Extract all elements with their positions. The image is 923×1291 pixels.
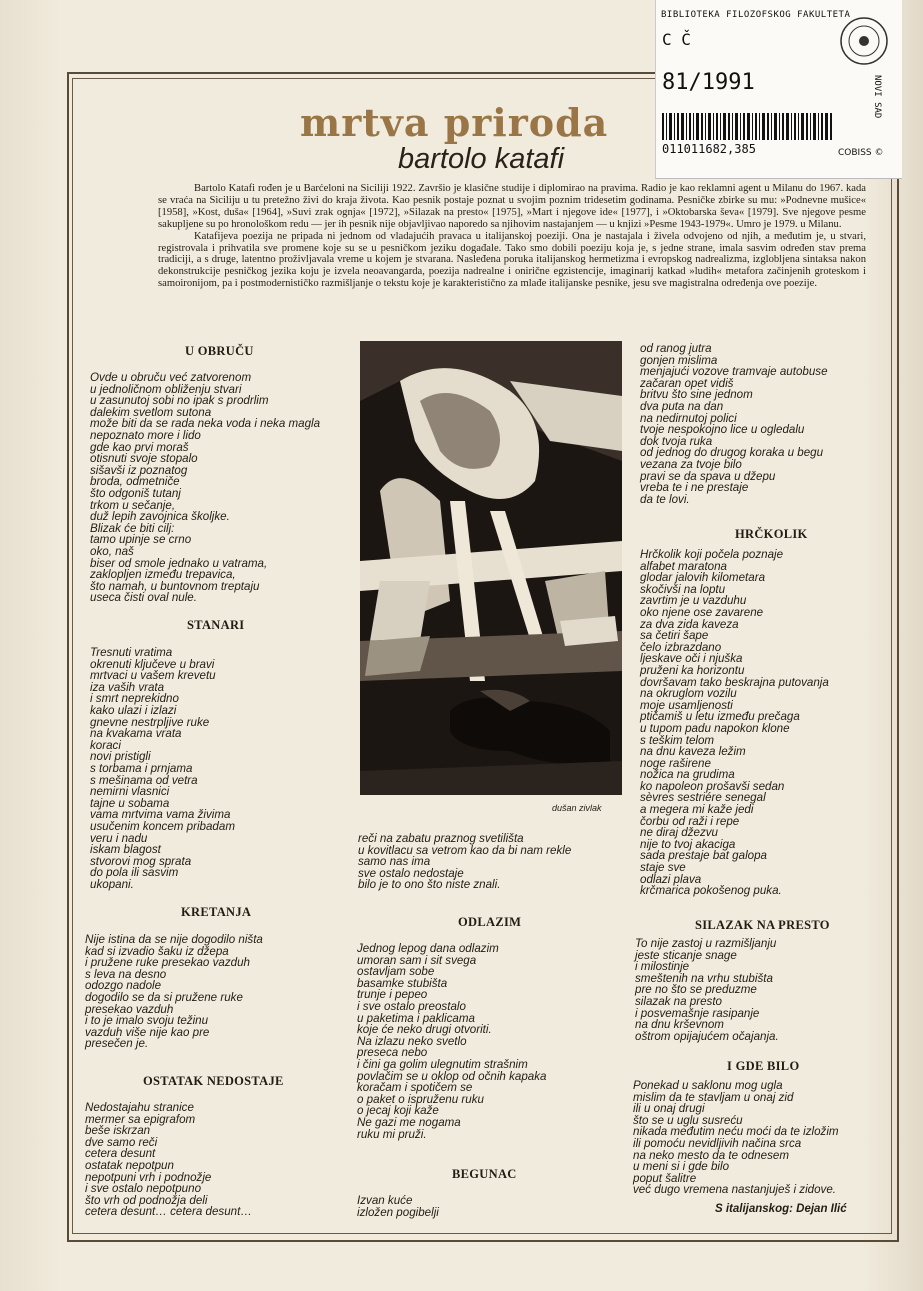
poem-line: koraci bbox=[90, 738, 121, 752]
label-letters: C Č bbox=[662, 30, 691, 49]
poem-line: što vrh od podnožja deli bbox=[85, 1193, 208, 1207]
poem-title-u-obrucu: U OBRUČU bbox=[185, 344, 254, 358]
poem-line: ptičamiš u letu između prečaga bbox=[640, 710, 800, 724]
poem-line: nožica na grudima bbox=[640, 768, 735, 782]
poem-line: i pružene ruke presekao vazduh bbox=[85, 956, 250, 970]
cobiss-mark: COBISS © bbox=[838, 148, 884, 158]
poem-stanari bbox=[90, 647, 235, 890]
translator-credit: S italijanskog: Dejan Ilić bbox=[715, 1203, 847, 1215]
poem-title-kretanja: KRETANJA bbox=[181, 905, 252, 919]
poem-line: nemirni vlasnici bbox=[90, 785, 170, 799]
poem-line: vreba te i ne prestaje bbox=[640, 481, 749, 495]
poem-title-odlazim: ODLAZIM bbox=[458, 915, 522, 929]
poem-line: ne diraj džezvu bbox=[640, 826, 718, 840]
poem-line: da te lovi. bbox=[640, 492, 690, 506]
poem-line: vama mrtvima vama živima bbox=[90, 808, 231, 822]
poem-line: već dugo vremena nastanjuješ i zidove. bbox=[633, 1183, 837, 1197]
poem-line: i čini ga golim ulegnutim strašnim bbox=[357, 1057, 528, 1071]
poem-line: zavrtim je u vazduhu bbox=[640, 594, 747, 608]
poem-line: poput šalitre bbox=[633, 1171, 697, 1185]
intro-paragraph: Katafijeva poezija ne pripada ni jednom od vladajućih pravaca u italijanskoj poeziji. Ona je nastajala i živela odvojeno od njih, a međutim je, u stvari, registrovala i prihvatila sve promene koje su se u pesničkom jeziku događale. Tako smo dobili poeziju koja je, s jedne strane, imala sasvim određen stav prema tradiciji, a s druge, latentno proživljavala vreme u kojem je stvarana. Nasleđena poruka italijanskog hermetizma i evropskog nadrealizma, izglobljena sintaksa nakon dekonstrukcije pesničkog jezika koju je izvela neoavangarda, poezija nadrealne i onirične egzistencije, imaginarij katkad »ludih« metafora začinjenih groteskom i samoironijom, pa i postmodernističko razmišljanje o tekstu koje je karakteristično za mlađe italijanske pesnike, jesu sve magistralna određenja ove poezije. bbox=[158, 230, 866, 290]
poem-line: stvorovi mog sprata bbox=[90, 854, 192, 868]
poem-line: Jednog lepog dana odlazim bbox=[357, 942, 499, 955]
poem-line: i to je imalo svoju težinu bbox=[85, 1014, 209, 1028]
poem-line: oko, naš bbox=[90, 544, 134, 558]
poem-line: kad si izvadio šaku iz džepa bbox=[85, 944, 229, 958]
poem-line: gde kao prvi moraš bbox=[90, 440, 189, 454]
poem-line: dovršavam tako beskrajna putovanja bbox=[640, 675, 829, 689]
poem-line: staje sve bbox=[640, 861, 686, 875]
poem-line: okrenuti ključeve u bravi bbox=[90, 657, 215, 671]
poem-title-ostatak-nedostaje: OSTATAK NEDOSTAJE bbox=[143, 1074, 284, 1088]
poem-line: nije to tvoj akaciga bbox=[640, 837, 736, 851]
poem-title-silazak-na-presto: SILAZAK NA PRESTO bbox=[695, 918, 830, 932]
poem-line: zaklopljen između trepavica, bbox=[90, 568, 236, 582]
poem-line: u meni si i gde bilo bbox=[633, 1160, 730, 1174]
poem-line: o jecaj koji kaže bbox=[357, 1104, 439, 1118]
poem-line: samo nas ima bbox=[358, 855, 431, 869]
poem-line: i milostinje bbox=[635, 960, 690, 974]
poem-line: sve ostalo nedostaje bbox=[358, 866, 464, 880]
poem-line: dogodilo se da si pružene ruke bbox=[85, 990, 243, 1004]
poem-line: useca čisti oval nule. bbox=[90, 591, 197, 605]
poem-begunac bbox=[357, 1195, 439, 1218]
poem-line: o paket o ispruženu ruku bbox=[357, 1092, 484, 1106]
poem-line: za dva zida kaveza bbox=[640, 617, 739, 631]
poem-line: presečen je. bbox=[85, 1037, 149, 1051]
poem-line: duž lepih zavojnica školjke. bbox=[90, 510, 230, 524]
poem-line: s mešinama od vetra bbox=[90, 773, 198, 787]
poem-line: Tresnuti vratima bbox=[90, 646, 173, 659]
poem-line: ili u onaj drugi bbox=[633, 1102, 705, 1116]
poem-line: čelo izbrazdano bbox=[640, 640, 722, 654]
poem-line: oštrom opijajućem očajanja. bbox=[635, 1029, 779, 1043]
poem-ostatak-nedostaje bbox=[85, 1102, 252, 1218]
poem-line: sišavši iz poznatog bbox=[90, 463, 188, 477]
barcode-number: 011011682,385 bbox=[662, 142, 756, 156]
poem-line: biser od smole jednako u vatrama, bbox=[90, 556, 268, 570]
poem-line: gonjen mislima bbox=[640, 353, 718, 367]
poem-line: Ne gazi me nogama bbox=[357, 1115, 461, 1129]
poem-line: ukopani. bbox=[90, 877, 134, 891]
poem-line: a megera mi kaže jedi bbox=[640, 803, 754, 817]
poem-line: novi pristigli bbox=[90, 750, 151, 764]
intro-paragraph: Bartolo Katafi rođen je u Barćeloni na Siciliji 1922. Završio je klasične studije i diplomirao na pravima. Radio je kao reklamni agent u Milanu do 1967. kada se vraća na Siciliju u tu pretežno živi do kraja života. Kao pesnik postaje poznat u svojim poznim tridesetim godinama. Pesničke zbirke su mu: »Podnevne mušice« [1958], »Kost, duša« [1964], »Suvi zrak ognja« [1972], »Silazak na presto« [1975], »Mart i njegove ide« [1977], i »Oktobarska ševa« [1979]. Sve njegove pesme sakupljene su po hronološkom redu — jer ih pesnik nije objavljivao naporedo sa njihovim nastajanjem — u knjizi »Pesme 1943-1979«. Umro je 1979. u Milanu. bbox=[158, 183, 866, 230]
barcode-icon bbox=[662, 113, 832, 140]
poem-continuation-middle bbox=[358, 833, 571, 891]
poem-line: silazak na presto bbox=[635, 994, 722, 1008]
poem-line: Blizak će biti cilj: bbox=[90, 521, 175, 535]
poem-line: mermer sa epigrafom bbox=[85, 1112, 196, 1126]
poem-line: pravi se da spava u džepu bbox=[640, 469, 776, 483]
poem-line: ruku mi pruži. bbox=[357, 1127, 427, 1141]
poem-line: broda, odmetniče bbox=[90, 475, 180, 489]
poem-line: što se u uglu susreću bbox=[633, 1113, 743, 1127]
poem-line: otisnuti svoje stopalo bbox=[90, 452, 198, 466]
poem-line: na kvakama vrata bbox=[90, 727, 182, 741]
poem-line: dalekim svetlom sutona bbox=[90, 405, 212, 419]
poem-line: cetera desunt… cetera desunt… bbox=[85, 1205, 252, 1219]
poem-line: na dnu krševnom bbox=[635, 1018, 724, 1032]
poem-line: i sve ostalo nepotpuno bbox=[85, 1182, 202, 1196]
poem-line: ostavljam sobe bbox=[357, 965, 435, 979]
poem-u-obrucu bbox=[90, 372, 320, 604]
poem-line: krčmarica pokošenog puka. bbox=[640, 884, 782, 898]
poem-line: dva puta na dan bbox=[640, 399, 724, 413]
poem-line: koračam i spotičem se bbox=[357, 1081, 473, 1095]
poem-line: u paketima i paklicama bbox=[357, 1011, 475, 1025]
poem-line: cetera desunt bbox=[85, 1147, 156, 1161]
poem-line: sèvres sestriére senegal bbox=[640, 791, 766, 805]
poem-line: ostatak nepotpun bbox=[85, 1158, 174, 1172]
library-name: BIBLIOTEKA FILOZOFSKOG FAKULTETA bbox=[661, 10, 851, 20]
poem-line: na okruglom vozilu bbox=[640, 687, 737, 701]
poem-line: na dnu kaveza ležim bbox=[640, 745, 746, 759]
poem-line: tajne u sobama bbox=[90, 796, 170, 810]
poem-line: što namah, u buntovnom treptaju bbox=[90, 579, 260, 593]
poem-line: trkom u sečanje, bbox=[90, 498, 176, 512]
poem-line: presekao vazduh bbox=[85, 1002, 174, 1016]
poem-line: britvu što sine jednom bbox=[640, 388, 753, 402]
poem-line: od jednog do drugog koraka u begu bbox=[640, 446, 824, 460]
poem-line: iskam blagost bbox=[90, 843, 161, 857]
poem-line: može biti da se rada neka voda i neka magla bbox=[90, 417, 321, 431]
poem-line: beše iskrzan bbox=[85, 1124, 151, 1138]
poem-line: To nije zastoj u razmišljanju bbox=[635, 937, 777, 950]
poem-line: u zasunutoj sobi no ipak s prodrlim bbox=[90, 394, 269, 408]
poem-title-begunac: BEGUNAC bbox=[452, 1167, 517, 1181]
poem-line: bilo je to ono što niste znali. bbox=[358, 878, 501, 892]
poem-line: skočivši na loptu bbox=[640, 582, 726, 596]
poem-line: odlazi plava bbox=[640, 872, 702, 886]
poem-line: sada prestaje bat galopa bbox=[640, 849, 767, 863]
poem-line: i smrt neprekidno bbox=[90, 692, 179, 706]
poem-line: i posvemašnje rasipanje bbox=[635, 1006, 760, 1020]
poem-line: i sve ostalo preostalo bbox=[357, 999, 466, 1013]
poem-line: basamke stubišta bbox=[357, 976, 448, 990]
poem-line: od ranog jutra bbox=[640, 342, 712, 355]
poem-line: usučenim koncem pribadam bbox=[90, 819, 235, 833]
poem-line: moje usamljenosti bbox=[640, 698, 733, 712]
poem-line: Nije istina da se nije dogodilo ništa bbox=[85, 933, 263, 946]
call-number: 81/1991 bbox=[662, 70, 755, 95]
illustration-image bbox=[360, 341, 622, 795]
poem-line: mislim da te stavljam u onaj zid bbox=[633, 1090, 794, 1104]
poem-line: u kovitlacu sa vetrom kao da bi nam rekle bbox=[358, 843, 572, 857]
poem-line: vazduh više nije kao pre bbox=[85, 1025, 210, 1039]
poem-line: smeštenih na vrhu stubišta bbox=[635, 971, 773, 985]
poem-line: pre no što se preduzme bbox=[635, 983, 757, 997]
poem-line: Ponekad u saklonu mog ugla bbox=[633, 1079, 783, 1092]
poem-line: Izvan kuće bbox=[357, 1194, 413, 1207]
poem-line: alfabet maratona bbox=[640, 559, 728, 573]
poem-line: u tupom padu napokon klone bbox=[640, 721, 790, 735]
poem-i-gde-bilo bbox=[633, 1080, 839, 1196]
poem-line: povlačim se u oklop od očnih kapaka bbox=[357, 1069, 547, 1083]
poem-line: s leva na desno bbox=[85, 967, 167, 981]
poem-line: mrtvaci u vašem krevetu bbox=[90, 669, 216, 683]
poem-line: do pola ili sasvim bbox=[90, 866, 179, 880]
poem-line: Ovde u obruču već zatvorenom bbox=[90, 371, 252, 384]
poem-odlazim bbox=[357, 943, 546, 1140]
poem-title-i-gde-bilo: I GDE BILO bbox=[727, 1059, 800, 1073]
label-side-text: NOVI SAD bbox=[872, 75, 882, 119]
poem-line: nepotpuni vrh i podnožje bbox=[85, 1170, 212, 1184]
poem-line: noge raširene bbox=[640, 756, 711, 770]
poem-line: menjajući vozove tramvaje autobuse bbox=[640, 365, 828, 379]
poem-line: sa četiri šape bbox=[640, 629, 709, 643]
poem-line: izložen pogibelji bbox=[357, 1205, 439, 1219]
poem-line: na neko mesto da te odnesem bbox=[633, 1148, 789, 1162]
poem-line: koje će neko drugi otvoriti. bbox=[357, 1023, 492, 1037]
poem-line: umoran sam i sit svega bbox=[357, 953, 477, 967]
poem-line: dve samo reči bbox=[85, 1135, 158, 1149]
poem-line: čorbu od raži i repe bbox=[640, 814, 740, 828]
poem-line: Hrčkolik koji počela poznaje bbox=[640, 548, 784, 561]
poem-line: iza vaših vrata bbox=[90, 680, 165, 694]
poem-line: gnevne nestrpljive ruke bbox=[90, 715, 210, 729]
poem-title-stanari: STANARI bbox=[187, 618, 245, 632]
poem-line: ljeskave oči i njuška bbox=[640, 652, 743, 666]
poem-line: ili pomoću nevidljivih načina srca bbox=[633, 1136, 802, 1150]
poem-line: oko njene ose zavarene bbox=[640, 605, 764, 619]
poem-line: pruženi ka horizontu bbox=[640, 663, 745, 677]
library-stamp-icon bbox=[838, 15, 890, 67]
poem-line: što odgoniš tutanj bbox=[90, 486, 181, 500]
poem-line: reči na zabatu praznog svetilišta bbox=[358, 832, 524, 845]
intro-text bbox=[158, 183, 866, 290]
poem-line: dok tvoja ruka bbox=[640, 434, 713, 448]
poem-line: začaran opet vidiš bbox=[640, 376, 734, 390]
poem-line: preseca nebo bbox=[357, 1046, 428, 1060]
poem-title-hrckolik: HRČKOLIK bbox=[735, 527, 808, 541]
poem-line: Na izlazu neko svetlo bbox=[357, 1034, 467, 1048]
poem-line: tamo upinje se crno bbox=[90, 533, 192, 547]
poem-continuation-right bbox=[640, 343, 828, 505]
poem-line: s torbama i prnjama bbox=[90, 761, 193, 775]
poem-line: jeste sticanje snage bbox=[635, 948, 737, 962]
poem-line: tvoje nespokojno lice u ogledalu bbox=[640, 423, 805, 437]
poem-line: trunje i pepeo bbox=[357, 988, 428, 1002]
poem-silazak-na-presto bbox=[635, 938, 779, 1042]
page-title: mrtva priroda bbox=[300, 100, 609, 145]
illustration-credit: dušan zivlak bbox=[552, 803, 602, 813]
poem-line: s teškim telom bbox=[640, 733, 715, 747]
poem-line: odozgo nadole bbox=[85, 979, 162, 993]
author-name: bartolo katafi bbox=[398, 143, 565, 175]
poem-hrckolik bbox=[640, 549, 829, 897]
poem-line: na nedirnutoj polici bbox=[640, 411, 737, 425]
poem-line: ko napoleon prošavši sedan bbox=[640, 779, 785, 793]
poem-kretanja bbox=[85, 934, 263, 1050]
poem-line: Nedostajahu stranice bbox=[85, 1101, 194, 1114]
poem-line: vezana za tvoje bilo bbox=[640, 457, 742, 471]
poem-line: nepoznato more i lido bbox=[90, 428, 201, 442]
poem-line: glodar jalovih kilometara bbox=[640, 571, 766, 585]
poem-line: nikada međutim neću moći da te izložim bbox=[633, 1125, 839, 1139]
poem-line: u jednoličnom obliženju stvari bbox=[90, 382, 242, 396]
poem-line: kako ulazi i izlazi bbox=[90, 703, 177, 717]
poem-line: veru i nadu bbox=[90, 831, 148, 845]
